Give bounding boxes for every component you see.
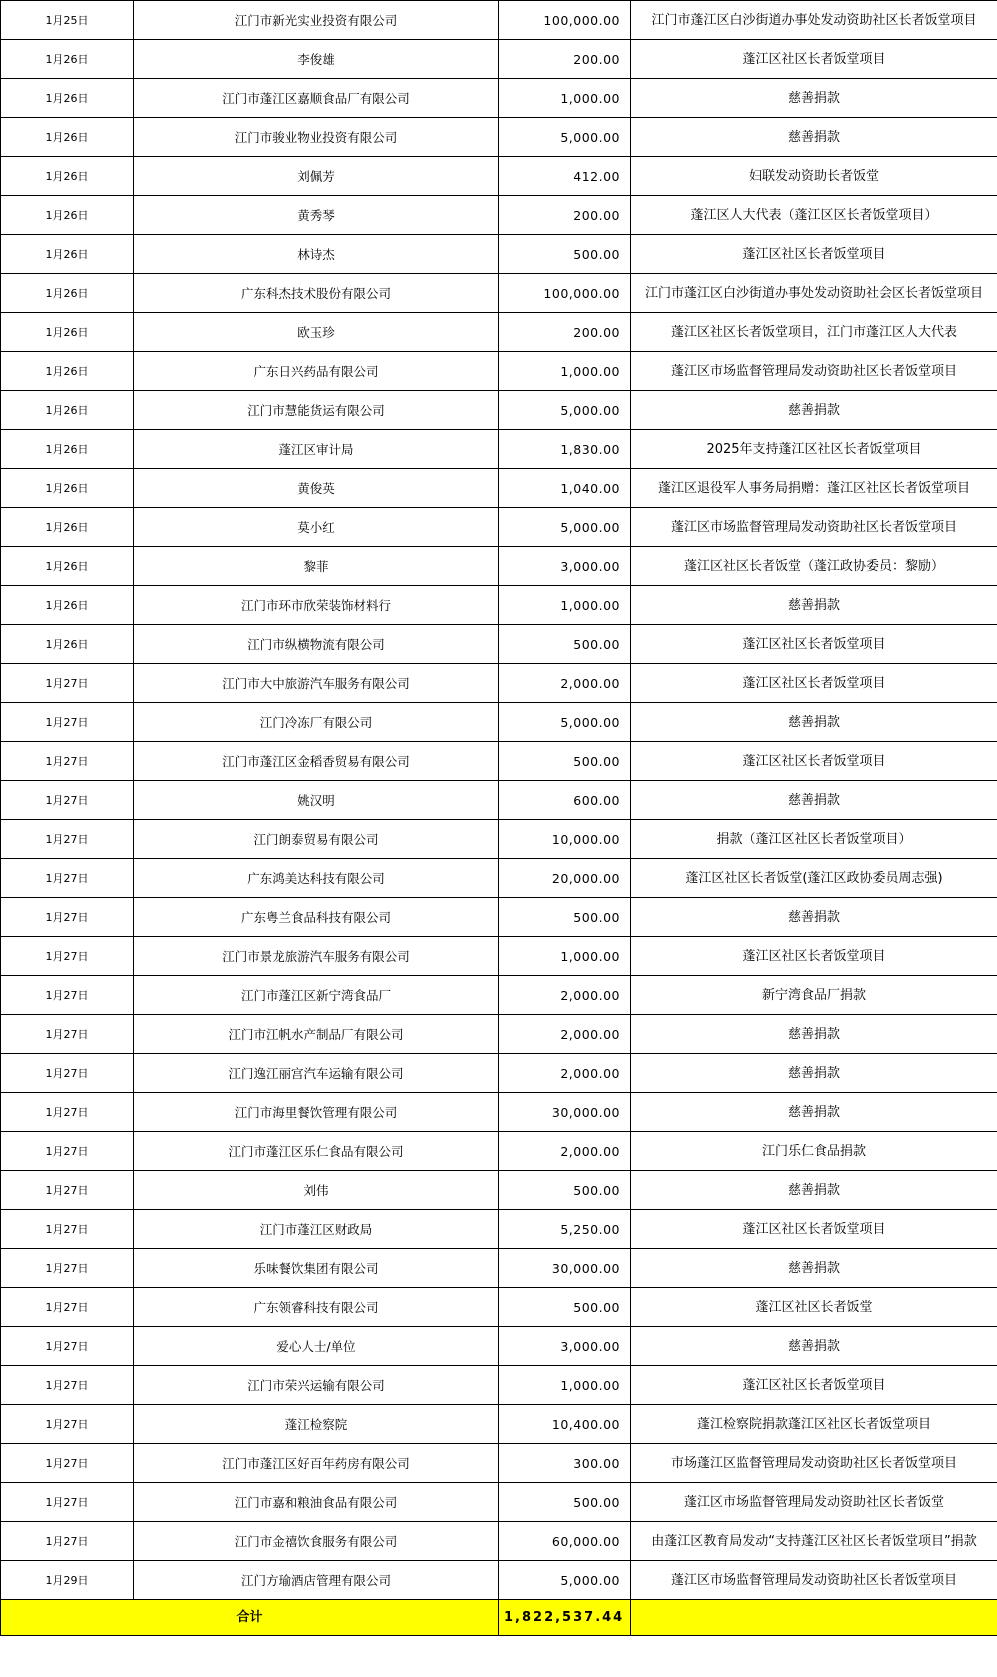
amount-cell: 5,000.00 <box>499 391 631 430</box>
table-row <box>1 196 997 235</box>
date-cell: 1月27日 <box>1 742 134 781</box>
donor-cell: 江门朗泰贸易有限公司 <box>134 820 499 859</box>
date-cell: 1月26日 <box>1 313 134 352</box>
purpose-cell: 市场蓬江区监督管理局发动资助社区长者饭堂项目 <box>631 1444 997 1483</box>
date-cell: 1月26日 <box>1 430 134 469</box>
donor-cell: 江门方瑜酒店管理有限公司 <box>134 1561 499 1600</box>
amount-cell: 500.00 <box>499 625 631 664</box>
date-cell: 1月27日 <box>1 1522 134 1561</box>
purpose-cell: 新宁湾食品厂捐款 <box>631 976 997 1015</box>
donor-cell: 广东粤兰食品科技有限公司 <box>134 898 499 937</box>
amount-cell: 500.00 <box>499 742 631 781</box>
table-row <box>1 1249 997 1288</box>
donor-cell: 黎菲 <box>134 547 499 586</box>
date-cell: 1月26日 <box>1 274 134 313</box>
table-row <box>1 1288 997 1327</box>
donor-cell: 广东领睿科技有限公司 <box>134 1288 499 1327</box>
date-cell: 1月27日 <box>1 1054 134 1093</box>
date-cell: 1月26日 <box>1 508 134 547</box>
table-row <box>1 1132 997 1171</box>
table-row <box>1 1327 997 1366</box>
table-row <box>1 742 997 781</box>
date-cell: 1月27日 <box>1 820 134 859</box>
amount-cell: 5,000.00 <box>499 118 631 157</box>
date-cell: 1月26日 <box>1 157 134 196</box>
donor-cell: 江门市蓬江区乐仁食品有限公司 <box>134 1132 499 1171</box>
donor-cell: 江门市海里餐饮管理有限公司 <box>134 1093 499 1132</box>
date-cell: 1月26日 <box>1 586 134 625</box>
purpose-cell: 蓬江区社区长者饭堂 <box>631 1288 997 1327</box>
date-cell: 1月27日 <box>1 1249 134 1288</box>
date-cell: 1月26日 <box>1 469 134 508</box>
amount-cell: 2,000.00 <box>499 976 631 1015</box>
amount-cell: 3,000.00 <box>499 1327 631 1366</box>
purpose-cell: 江门市蓬江区白沙街道办事处发动资助社区长者饭堂项目 <box>631 1 997 40</box>
donor-cell: 江门市骏业物业投资有限公司 <box>134 118 499 157</box>
purpose-cell: 蓬江检察院捐款蓬江区社区长者饭堂项目 <box>631 1405 997 1444</box>
purpose-cell: 蓬江区社区长者饭堂项目 <box>631 625 997 664</box>
table-row <box>1 79 997 118</box>
donor-cell: 江门市蓬江区嘉顺食品厂有限公司 <box>134 79 499 118</box>
purpose-cell: 慈善捐款 <box>631 703 997 742</box>
date-cell: 1月27日 <box>1 1483 134 1522</box>
date-cell: 1月27日 <box>1 1015 134 1054</box>
purpose-cell: 蓬江区社区长者饭堂项目 <box>631 40 997 79</box>
date-cell: 1月27日 <box>1 1132 134 1171</box>
date-cell: 1月27日 <box>1 1288 134 1327</box>
donor-cell: 爱心人士/单位 <box>134 1327 499 1366</box>
amount-cell: 2,000.00 <box>499 1015 631 1054</box>
amount-cell: 1,040.00 <box>499 469 631 508</box>
table-row <box>1 664 997 703</box>
donor-cell: 江门市蓬江区新宁湾食品厂 <box>134 976 499 1015</box>
amount-cell: 10,400.00 <box>499 1405 631 1444</box>
donor-cell: 江门市景龙旅游汽车服务有限公司 <box>134 937 499 976</box>
date-cell: 1月27日 <box>1 859 134 898</box>
date-cell: 1月26日 <box>1 118 134 157</box>
date-cell: 1月26日 <box>1 79 134 118</box>
amount-cell: 300.00 <box>499 1444 631 1483</box>
purpose-cell: 慈善捐款 <box>631 898 997 937</box>
total-purpose <box>631 1600 997 1636</box>
donor-cell: 江门市金禧饮食服务有限公司 <box>134 1522 499 1561</box>
donor-cell: 江门市慧能货运有限公司 <box>134 391 499 430</box>
purpose-cell: 妇联发动资助长者饭堂 <box>631 157 997 196</box>
date-cell: 1月27日 <box>1 1405 134 1444</box>
date-cell: 1月25日 <box>1 1 134 40</box>
table-row <box>1 157 997 196</box>
purpose-cell: 蓬江区社区长者饭堂项目 <box>631 1210 997 1249</box>
amount-cell: 100,000.00 <box>499 274 631 313</box>
purpose-cell: 慈善捐款 <box>631 586 997 625</box>
amount-cell: 5,000.00 <box>499 1561 631 1600</box>
table-row <box>1 625 997 664</box>
date-cell: 1月27日 <box>1 1327 134 1366</box>
amount-cell: 2,000.00 <box>499 664 631 703</box>
date-cell: 1月27日 <box>1 1444 134 1483</box>
purpose-cell: 慈善捐款 <box>631 1171 997 1210</box>
table-row <box>1 274 997 313</box>
date-cell: 1月26日 <box>1 196 134 235</box>
purpose-cell: 蓬江区市场监督管理局发动资助社区长者饭堂项目 <box>631 1561 997 1600</box>
amount-cell: 100,000.00 <box>499 1 631 40</box>
donor-cell: 江门市环市欣荣装饰材料行 <box>134 586 499 625</box>
amount-cell: 600.00 <box>499 781 631 820</box>
amount-cell: 2,000.00 <box>499 1132 631 1171</box>
purpose-cell: 蓬江区社区长者饭堂项目，江门市蓬江区人大代表 <box>631 313 997 352</box>
donor-cell: 刘伟 <box>134 1171 499 1210</box>
purpose-cell: 蓬江区社区长者饭堂项目 <box>631 664 997 703</box>
donor-cell: 江门市纵横物流有限公司 <box>134 625 499 664</box>
donor-cell: 江门市蓬江区金稻香贸易有限公司 <box>134 742 499 781</box>
donor-cell: 广东科杰技术股份有限公司 <box>134 274 499 313</box>
table-row <box>1 508 997 547</box>
table-row <box>1 40 997 79</box>
amount-cell: 500.00 <box>499 235 631 274</box>
date-cell: 1月26日 <box>1 391 134 430</box>
purpose-cell: 蓬江区社区长者饭堂项目 <box>631 937 997 976</box>
purpose-cell: 蓬江区人大代表（蓬江区区长者饭堂项目） <box>631 196 997 235</box>
donor-cell: 李俊雄 <box>134 40 499 79</box>
purpose-cell: 蓬江区市场监督管理局发动资助社区长者饭堂项目 <box>631 508 997 547</box>
amount-cell: 412.00 <box>499 157 631 196</box>
date-cell: 1月27日 <box>1 898 134 937</box>
purpose-cell: 慈善捐款 <box>631 781 997 820</box>
purpose-cell: 慈善捐款 <box>631 1054 997 1093</box>
amount-cell: 5,250.00 <box>499 1210 631 1249</box>
table-row <box>1 235 997 274</box>
date-cell: 1月27日 <box>1 1093 134 1132</box>
table-row <box>1 937 997 976</box>
table-row <box>1 1444 997 1483</box>
donor-cell: 黄秀琴 <box>134 196 499 235</box>
donor-cell: 江门市新光实业投资有限公司 <box>134 1 499 40</box>
date-cell: 1月27日 <box>1 1366 134 1405</box>
total-row <box>1 1600 997 1636</box>
purpose-cell: 2025年支持蓬江区社区长者饭堂项目 <box>631 430 997 469</box>
purpose-cell: 慈善捐款 <box>631 1327 997 1366</box>
purpose-cell: 蓬江区社区长者饭堂项目 <box>631 742 997 781</box>
amount-cell: 1,000.00 <box>499 937 631 976</box>
donor-cell: 蓬江区审计局 <box>134 430 499 469</box>
purpose-cell: 蓬江区市场监督管理局发动资助社区长者饭堂项目 <box>631 352 997 391</box>
amount-cell: 1,830.00 <box>499 430 631 469</box>
amount-cell: 500.00 <box>499 898 631 937</box>
table-row <box>1 1171 997 1210</box>
donor-cell: 广东鸿美达科技有限公司 <box>134 859 499 898</box>
donor-cell: 江门市江帆水产制品厂有限公司 <box>134 1015 499 1054</box>
date-cell: 1月27日 <box>1 1171 134 1210</box>
donor-cell: 欧玉珍 <box>134 313 499 352</box>
purpose-cell: 蓬江区社区长者饭堂项目 <box>631 1366 997 1405</box>
table-row <box>1 1 997 40</box>
table-row <box>1 469 997 508</box>
amount-cell: 30,000.00 <box>499 1249 631 1288</box>
table-body <box>1 1 997 1600</box>
date-cell: 1月27日 <box>1 781 134 820</box>
amount-cell: 1,000.00 <box>499 1366 631 1405</box>
table-row <box>1 547 997 586</box>
donor-cell: 江门市蓬江区好百年药房有限公司 <box>134 1444 499 1483</box>
table-row <box>1 1483 997 1522</box>
table-row <box>1 313 997 352</box>
donor-cell: 江门市嘉和粮油食品有限公司 <box>134 1483 499 1522</box>
table-row <box>1 118 997 157</box>
amount-cell: 200.00 <box>499 40 631 79</box>
table-row <box>1 1093 997 1132</box>
purpose-cell: 捐款（蓬江区社区长者饭堂项目） <box>631 820 997 859</box>
table-row <box>1 1366 997 1405</box>
donor-cell: 刘佩芳 <box>134 157 499 196</box>
purpose-cell: 蓬江区社区长者饭堂(蓬江区政协委员周志强) <box>631 859 997 898</box>
donor-cell: 江门市蓬江区财政局 <box>134 1210 499 1249</box>
donor-cell: 江门冷冻厂有限公司 <box>134 703 499 742</box>
date-cell: 1月27日 <box>1 937 134 976</box>
donor-cell: 姚汉明 <box>134 781 499 820</box>
donor-cell: 江门逸江丽宫汽车运输有限公司 <box>134 1054 499 1093</box>
table-row <box>1 976 997 1015</box>
purpose-cell: 慈善捐款 <box>631 1093 997 1132</box>
table-row <box>1 781 997 820</box>
amount-cell: 200.00 <box>499 196 631 235</box>
date-cell: 1月27日 <box>1 1210 134 1249</box>
date-cell: 1月26日 <box>1 235 134 274</box>
amount-cell: 1,000.00 <box>499 352 631 391</box>
table-row <box>1 820 997 859</box>
amount-cell: 500.00 <box>499 1288 631 1327</box>
table-row <box>1 1405 997 1444</box>
total-amount: 1,822,537.44 <box>499 1600 631 1636</box>
date-cell: 1月27日 <box>1 703 134 742</box>
table-row <box>1 1015 997 1054</box>
amount-cell: 1,000.00 <box>499 79 631 118</box>
date-cell: 1月26日 <box>1 40 134 79</box>
table-row <box>1 1522 997 1561</box>
purpose-cell: 蓬江区市场监督管理局发动资助社区长者饭堂 <box>631 1483 997 1522</box>
donor-cell: 江门市荣兴运输有限公司 <box>134 1366 499 1405</box>
amount-cell: 2,000.00 <box>499 1054 631 1093</box>
purpose-cell: 慈善捐款 <box>631 1015 997 1054</box>
date-cell: 1月27日 <box>1 664 134 703</box>
table-row <box>1 859 997 898</box>
purpose-cell: 蓬江区社区长者饭堂（蓬江政协委员：黎励） <box>631 547 997 586</box>
purpose-cell: 慈善捐款 <box>631 1249 997 1288</box>
amount-cell: 10,000.00 <box>499 820 631 859</box>
donor-cell: 林诗杰 <box>134 235 499 274</box>
table-row <box>1 1210 997 1249</box>
purpose-cell: 慈善捐款 <box>631 79 997 118</box>
amount-cell: 30,000.00 <box>499 1093 631 1132</box>
amount-cell: 1,000.00 <box>499 586 631 625</box>
purpose-cell: 蓬江区退役军人事务局捐赠：蓬江区社区长者饭堂项目 <box>631 469 997 508</box>
table-row <box>1 1561 997 1600</box>
table-row <box>1 898 997 937</box>
table-row <box>1 703 997 742</box>
donor-cell: 黄俊英 <box>134 469 499 508</box>
amount-cell: 3,000.00 <box>499 547 631 586</box>
amount-cell: 200.00 <box>499 313 631 352</box>
purpose-cell: 慈善捐款 <box>631 391 997 430</box>
amount-cell: 20,000.00 <box>499 859 631 898</box>
date-cell: 1月27日 <box>1 976 134 1015</box>
amount-cell: 500.00 <box>499 1171 631 1210</box>
donor-cell: 莫小红 <box>134 508 499 547</box>
donor-cell: 广东日兴药品有限公司 <box>134 352 499 391</box>
amount-cell: 5,000.00 <box>499 508 631 547</box>
purpose-cell: 蓬江区社区长者饭堂项目 <box>631 235 997 274</box>
table-row <box>1 352 997 391</box>
purpose-cell: 江门市蓬江区白沙街道办事处发动资助社会区长者饭堂项目 <box>631 274 997 313</box>
date-cell: 1月29日 <box>1 1561 134 1600</box>
purpose-cell: 慈善捐款 <box>631 118 997 157</box>
amount-cell: 5,000.00 <box>499 703 631 742</box>
table-row <box>1 586 997 625</box>
amount-cell: 500.00 <box>499 1483 631 1522</box>
date-cell: 1月26日 <box>1 352 134 391</box>
date-cell: 1月26日 <box>1 547 134 586</box>
purpose-cell: 由蓬江区教育局发动“支持蓬江区社区长者饭堂项目”捐款 <box>631 1522 997 1561</box>
date-cell: 1月26日 <box>1 625 134 664</box>
table-row <box>1 430 997 469</box>
donor-cell: 乐味餐饮集团有限公司 <box>134 1249 499 1288</box>
table-row <box>1 391 997 430</box>
purpose-cell: 江门乐仁食品捐款 <box>631 1132 997 1171</box>
donor-cell: 江门市大中旅游汽车服务有限公司 <box>134 664 499 703</box>
total-label: 合计 <box>1 1600 499 1636</box>
table-row <box>1 1054 997 1093</box>
donor-cell: 蓬江检察院 <box>134 1405 499 1444</box>
amount-cell: 60,000.00 <box>499 1522 631 1561</box>
